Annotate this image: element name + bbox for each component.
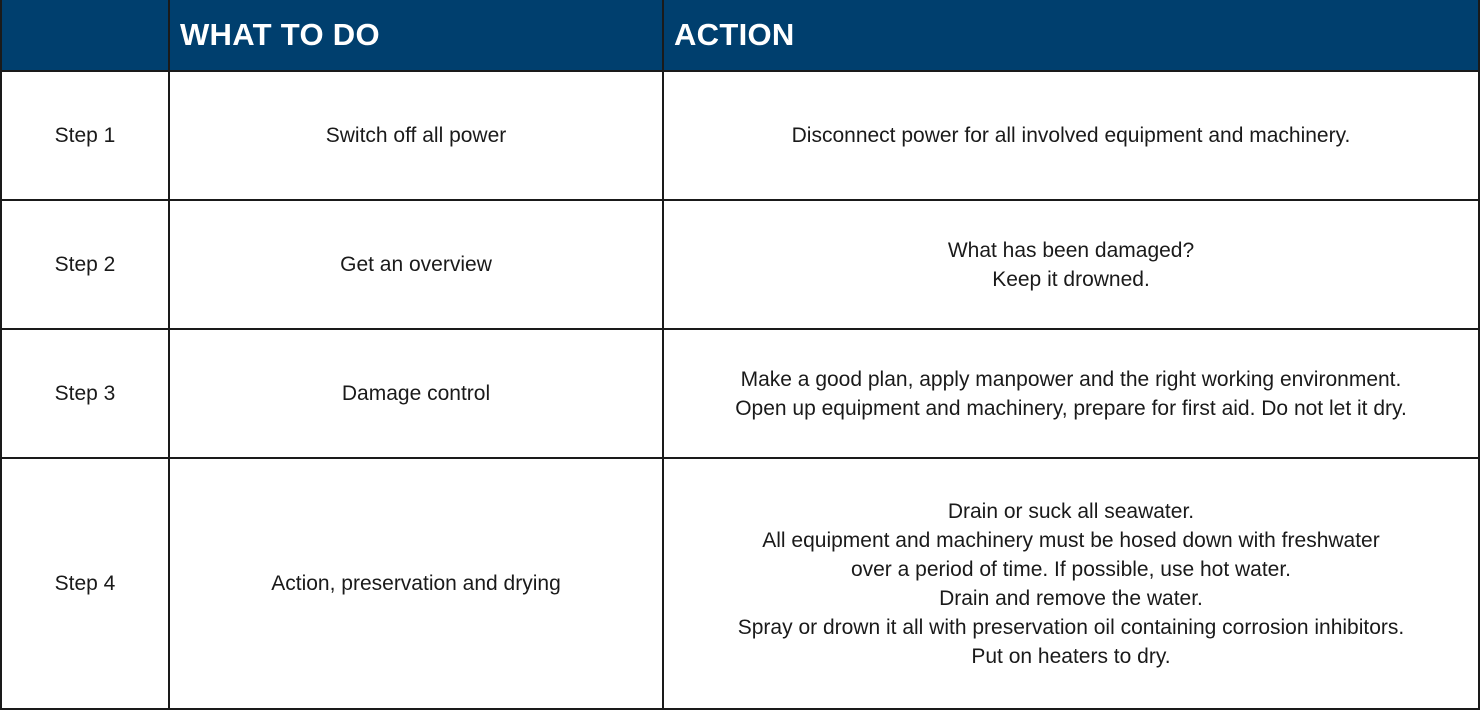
action-line: Drain or suck all seawater. [947, 499, 1195, 523]
table-row [2, 330, 1478, 459]
table-row [2, 72, 1478, 201]
action-cell [664, 201, 1478, 328]
action-line: Put on heaters to dry. [971, 644, 1171, 668]
header-action: ACTION [674, 17, 795, 52]
what-to-do-cell: Damage control [170, 330, 664, 457]
action-line: All equipment and machinery must be hosed down with freshwater [762, 528, 1380, 552]
action-cell [664, 459, 1478, 708]
header-empty-cell [2, 0, 170, 70]
header-what-to-do: WHAT TO DO [170, 0, 664, 70]
action-line: over a period of time. If possible, use hot water. [850, 557, 1292, 581]
what-to-do-cell: Switch off all power [170, 72, 664, 199]
table-row [2, 459, 1478, 708]
action-line: What has been damaged? [947, 238, 1195, 262]
step-label: Step 1 [2, 72, 170, 199]
action-cell [664, 330, 1478, 457]
what-to-do-cell: Action, preservation and drying [170, 459, 664, 708]
action-line: Keep it drowned. [992, 267, 1150, 291]
action-line: Spray or drown it all with preservation oil containing corrosion inhibitors. [737, 615, 1405, 639]
action-line: Drain and remove the water. [939, 586, 1203, 610]
action-line: Make a good plan, apply manpower and the right working environment. [740, 367, 1402, 391]
action-line: Open up equipment and machinery, prepare for first aid. Do not let it dry. [735, 396, 1407, 420]
step-label: Step 2 [2, 201, 170, 328]
action-line: Disconnect power for all involved equipment and machinery. [791, 124, 1351, 147]
action-cell [664, 72, 1478, 199]
table-header [2, 0, 1478, 72]
what-to-do-cell: Get an overview [170, 201, 664, 328]
table-row [2, 201, 1478, 330]
step-label: Step 3 [2, 330, 170, 457]
step-label: Step 4 [2, 459, 170, 708]
